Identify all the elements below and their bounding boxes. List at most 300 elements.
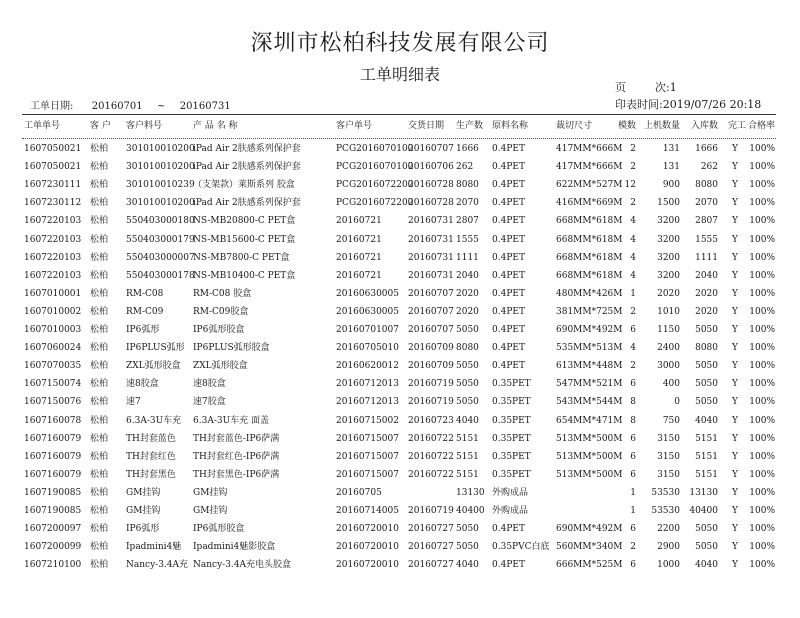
- cell-customer-part-no: IP6弧形: [126, 524, 160, 535]
- cell-customer-part-no: TH封套红色: [126, 451, 176, 462]
- cell-mold-count: 1: [630, 506, 636, 516]
- cell-completed: Y: [732, 288, 738, 299]
- header-rule-bottom: [22, 138, 776, 139]
- cell-production-qty: 5050: [456, 524, 479, 535]
- cell-material-name: 0.35PET: [492, 397, 531, 408]
- cell-completed: Y: [732, 361, 738, 372]
- cell-customer: 松柏: [90, 288, 109, 299]
- page-label: 页: [615, 81, 626, 94]
- cell-machine-qty: 1000: [657, 560, 680, 571]
- cell-mold-count: 12: [624, 180, 636, 191]
- cell-order-no: 1607010001: [24, 288, 82, 299]
- table-row: [0, 194, 800, 212]
- cell-customer: 松柏: [90, 180, 109, 191]
- cell-machine-qty: 900: [662, 180, 680, 191]
- cell-customer-order-no: 20160720010: [336, 524, 399, 535]
- cell-production-qty: 13130: [456, 487, 485, 498]
- cell-mold-count: 4: [630, 252, 636, 263]
- column-header-customer-order-no: 客户单号: [336, 121, 373, 131]
- cell-customer: 松柏: [90, 270, 109, 281]
- cell-mold-count: 4: [630, 234, 636, 245]
- cell-product-name: 速8胶盒: [193, 379, 226, 390]
- cell-cut-size: 560MM*340M: [556, 542, 623, 553]
- cell-customer: 松柏: [90, 216, 109, 227]
- cell-order-no: 1607160079: [24, 451, 82, 462]
- cell-pass-rate: 100%: [749, 162, 775, 173]
- cell-customer-part-no: 550403000007: [126, 252, 195, 263]
- cell-mold-count: 6: [630, 469, 636, 480]
- cell-pass-rate: 100%: [749, 252, 775, 263]
- cell-production-qty: 5050: [456, 397, 479, 408]
- cell-customer-part-no: 301010010200: [126, 198, 195, 209]
- cell-mold-count: 4: [630, 343, 636, 354]
- cell-delivery-date: 20160722: [408, 451, 454, 462]
- column-header-mold-count: 模数: [618, 121, 637, 131]
- cell-delivery-date: 20160731: [408, 234, 454, 245]
- cell-customer-order-no: 20160630005: [336, 288, 399, 299]
- cell-cut-size: 513MM*500M: [556, 451, 623, 462]
- cell-completed: Y: [732, 144, 738, 154]
- cell-customer: 松柏: [90, 162, 109, 173]
- cell-mold-count: 6: [630, 433, 636, 444]
- cell-cut-size: 543MM*544M: [556, 397, 623, 408]
- cell-stock-in-qty: 8080: [695, 343, 718, 354]
- cell-stock-in-qty: 2070: [695, 198, 718, 209]
- cell-production-qty: 8080: [456, 343, 479, 354]
- cell-machine-qty: 3200: [657, 270, 680, 281]
- cell-production-qty: 5050: [456, 379, 479, 390]
- cell-customer-part-no: ZXL弧形胶盒: [126, 361, 181, 372]
- cell-material-name: 0.35PET: [492, 433, 531, 444]
- cell-cut-size: 666MM*525M: [556, 560, 623, 571]
- cell-mold-count: 6: [630, 451, 636, 462]
- cell-customer-order-no: PCG2016072200: [336, 180, 414, 191]
- cell-order-no: 1607060024: [24, 343, 82, 354]
- cell-order-no: 1607050021: [24, 144, 82, 154]
- cell-pass-rate: 100%: [749, 487, 775, 498]
- cell-mold-count: 2: [630, 162, 636, 173]
- cell-material-name: 0.4PET: [492, 306, 525, 317]
- cell-order-no: 1607210100: [24, 560, 82, 571]
- cell-product-name: IP6弧形胶盒: [193, 325, 245, 335]
- cell-completed: Y: [732, 506, 738, 516]
- cell-stock-in-qty: 5050: [695, 361, 718, 372]
- cell-customer: 松柏: [90, 144, 109, 154]
- cell-machine-qty: 1150: [657, 325, 680, 335]
- cell-product-name: iPad Air 2肤感系列保护套: [193, 198, 301, 209]
- cell-cut-size: 381MM*725M: [556, 306, 623, 317]
- cell-material-name: 0.4PET: [492, 361, 525, 372]
- table-row: [0, 375, 800, 393]
- cell-stock-in-qty: 5151: [695, 433, 718, 444]
- cell-production-qty: 2020: [456, 306, 479, 317]
- cell-stock-in-qty: 2020: [695, 306, 718, 317]
- cell-pass-rate: 100%: [749, 415, 775, 426]
- cell-production-qty: 5151: [456, 451, 479, 462]
- cell-production-qty: 40400: [456, 506, 485, 516]
- cell-machine-qty: 53530: [651, 487, 680, 498]
- cell-customer: 松柏: [90, 524, 109, 535]
- cell-production-qty: 1555: [456, 234, 479, 245]
- cell-cut-size: 690MM*492M: [556, 524, 623, 535]
- cell-customer: 松柏: [90, 397, 109, 408]
- cell-production-qty: 2807: [456, 216, 479, 227]
- cell-delivery-date: 20160709: [408, 361, 454, 372]
- column-header-product-name: 产 品 名 称: [193, 121, 238, 131]
- cell-material-name: 0.35PET: [492, 451, 531, 462]
- table-row: [0, 556, 800, 574]
- table-row: [0, 303, 800, 321]
- cell-customer-part-no: TH封套黑色: [126, 469, 176, 480]
- cell-completed: Y: [732, 469, 738, 480]
- cell-stock-in-qty: 4040: [695, 560, 718, 571]
- cell-cut-size: 668MM*618M: [556, 234, 623, 245]
- cell-product-name: RM-C09胶盒: [193, 306, 249, 317]
- cell-stock-in-qty: 1555: [695, 234, 718, 245]
- cell-product-name: GM挂钩: [193, 487, 228, 498]
- cell-stock-in-qty: 5151: [695, 469, 718, 480]
- cell-customer-order-no: 20160712013: [336, 379, 399, 390]
- cell-customer: 松柏: [90, 542, 109, 553]
- cell-product-name: RM-C08 胶盒: [193, 288, 252, 299]
- cell-customer-part-no: RM-C09: [126, 306, 164, 317]
- cell-customer-part-no: RM-C08: [126, 288, 164, 299]
- cell-pass-rate: 100%: [749, 144, 775, 154]
- column-header-delivery-date: 交货日期: [408, 121, 445, 131]
- cell-customer-order-no: 20160620012: [336, 361, 399, 372]
- cell-order-no: 1607160079: [24, 469, 82, 480]
- table-row: [0, 267, 800, 285]
- cell-machine-qty: 3000: [657, 361, 680, 372]
- cell-pass-rate: 100%: [749, 542, 775, 553]
- cell-customer: 松柏: [90, 433, 109, 444]
- cell-machine-qty: 1010: [657, 306, 680, 317]
- table-row: [0, 249, 800, 267]
- cell-completed: Y: [732, 325, 738, 335]
- cell-completed: Y: [732, 524, 738, 535]
- cell-customer-part-no: 550403000178: [126, 270, 195, 281]
- cell-order-no: 1607200099: [24, 542, 82, 553]
- cell-customer: 松柏: [90, 451, 109, 462]
- cell-material-name: 0.4PET: [492, 325, 525, 335]
- cell-pass-rate: 100%: [749, 325, 775, 335]
- table-row: [0, 484, 800, 502]
- cell-machine-qty: 2900: [657, 542, 680, 553]
- cell-machine-qty: 53530: [651, 506, 680, 516]
- print-time: 印表时间:2019/07/26 20:18: [615, 98, 762, 111]
- cell-material-name: 0.35PVC白底: [492, 542, 550, 553]
- cell-cut-size: 654MM*471M: [556, 415, 623, 426]
- cell-production-qty: 5050: [456, 325, 479, 335]
- column-header-machine-qty: 上机数量: [643, 121, 680, 131]
- cell-customer-part-no: IP6PLUS弧形: [126, 343, 185, 354]
- date-separator: ~: [157, 101, 166, 112]
- cell-customer-part-no: GM挂钩: [126, 487, 161, 498]
- cell-mold-count: 4: [630, 270, 636, 281]
- table-row: [0, 412, 800, 430]
- cell-production-qty: 2040: [456, 270, 479, 281]
- cell-product-name: TH封套黑色-IP6萨满: [193, 469, 280, 480]
- table-row: [0, 520, 800, 538]
- cell-pass-rate: 100%: [749, 524, 775, 535]
- cell-completed: Y: [732, 542, 738, 553]
- cell-customer: 松柏: [90, 198, 109, 209]
- cell-machine-qty: 3200: [657, 252, 680, 263]
- cell-customer: 松柏: [90, 325, 109, 335]
- cell-material-name: 0.4PET: [492, 162, 525, 173]
- cell-delivery-date: 20160719: [408, 397, 454, 408]
- cell-product-name: 6.3A-3U车充 面盖: [193, 415, 270, 426]
- cell-product-name: IP6PLUS弧形胶盒: [193, 343, 270, 354]
- date-range: [30, 97, 231, 112]
- cell-machine-qty: 131: [662, 144, 680, 154]
- column-header-customer-part-no: 客户料号: [126, 121, 163, 131]
- cell-customer-order-no: 20160701007: [336, 325, 399, 335]
- cell-order-no: 1607050021: [24, 162, 82, 173]
- cell-cut-size: 622MM*527M: [556, 180, 623, 191]
- cell-material-name: 0.4PET: [492, 288, 525, 299]
- cell-order-no: 1607070035: [24, 361, 82, 372]
- cell-order-no: 1607160078: [24, 415, 82, 426]
- cell-delivery-date: 20160728: [408, 180, 454, 191]
- cell-production-qty: 4040: [456, 415, 479, 426]
- cell-order-no: 1607220103: [24, 234, 82, 245]
- cell-customer-order-no: 20160720010: [336, 560, 399, 571]
- cell-pass-rate: 100%: [749, 306, 775, 317]
- column-header-completed: 完工: [728, 121, 747, 131]
- column-header-cut-size: 裁切尺寸: [556, 121, 593, 131]
- cell-machine-qty: 2020: [657, 288, 680, 299]
- table-row: [0, 339, 800, 357]
- cell-customer-part-no: TH封套蓝色: [126, 433, 176, 444]
- table-row: [0, 140, 800, 158]
- cell-stock-in-qty: 5050: [695, 542, 718, 553]
- cell-order-no: 1607220103: [24, 252, 82, 263]
- cell-machine-qty: 1500: [657, 198, 680, 209]
- table-row: [0, 176, 800, 194]
- cell-production-qty: 2070: [456, 198, 479, 209]
- company-name: 深圳市松柏科技发展有限公司: [250, 31, 550, 56]
- cell-stock-in-qty: 5050: [695, 379, 718, 390]
- cell-completed: Y: [732, 216, 738, 227]
- cell-stock-in-qty: 13130: [689, 487, 718, 498]
- cell-completed: Y: [732, 487, 738, 498]
- cell-machine-qty: 3150: [657, 469, 680, 480]
- cell-customer-order-no: 20160721: [336, 234, 382, 245]
- cell-customer-order-no: 20160630005: [336, 306, 399, 317]
- cell-cut-size: 416MM*669M: [556, 198, 623, 209]
- date-label: 工单日期:: [30, 101, 74, 112]
- cell-order-no: 1607010002: [24, 306, 82, 317]
- cell-material-name: 0.4PET: [492, 180, 525, 191]
- cell-mold-count: 1: [630, 288, 636, 299]
- cell-delivery-date: 20160727: [408, 560, 454, 571]
- cell-customer-order-no: 20160715007: [336, 433, 399, 444]
- cell-material-name: 0.4PET: [492, 234, 525, 245]
- cell-product-name: Nancy-3.4A充电头胶盒: [193, 560, 292, 571]
- cell-machine-qty: 3150: [657, 451, 680, 462]
- cell-customer-part-no: 301010010200: [126, 162, 195, 173]
- cell-order-no: 1607190085: [24, 487, 82, 498]
- cell-customer-order-no: 20160715007: [336, 469, 399, 480]
- cell-customer-part-no: 301010010239: [126, 180, 195, 191]
- column-header-pass-rate: 合格率: [747, 121, 775, 131]
- cell-stock-in-qty: 2020: [695, 288, 718, 299]
- cell-customer-part-no: 速7: [126, 397, 141, 408]
- cell-stock-in-qty: 5151: [695, 451, 718, 462]
- cell-delivery-date: 20160709: [408, 343, 454, 354]
- cell-cut-size: 690MM*492M: [556, 325, 623, 335]
- cell-product-name: NS-MB15600-C PET盒: [193, 234, 296, 245]
- cell-cut-size: 513MM*500M: [556, 469, 623, 480]
- cell-mold-count: 1: [630, 487, 636, 498]
- cell-customer-order-no: PCG2016070100: [336, 162, 414, 173]
- cell-completed: Y: [732, 252, 738, 263]
- cell-customer-part-no: 550403000179: [126, 234, 195, 245]
- cell-customer-order-no: 20160720010: [336, 542, 399, 553]
- cell-material-name: 外购成品: [492, 487, 529, 498]
- cell-delivery-date: 20160723: [408, 415, 454, 426]
- cell-completed: Y: [732, 560, 738, 571]
- cell-customer-part-no: Ipadmini4魅: [126, 542, 182, 553]
- cell-machine-qty: 3150: [657, 433, 680, 444]
- table-header-row: [0, 117, 800, 135]
- cell-order-no: 1607200097: [24, 524, 82, 535]
- cell-product-name: ZXL弧形胶盒: [193, 361, 248, 372]
- cell-product-name: iPad Air 2肤感系列保护套: [193, 162, 301, 173]
- cell-pass-rate: 100%: [749, 469, 775, 480]
- cell-cut-size: 513MM*500M: [556, 433, 623, 444]
- cell-order-no: 1607190085: [24, 506, 82, 516]
- cell-product-name: iPad Air 2肤感系列保护套: [193, 144, 301, 154]
- cell-completed: Y: [732, 433, 738, 444]
- cell-customer: 松柏: [90, 560, 109, 571]
- table-row: [0, 321, 800, 339]
- cell-customer-order-no: 20160715002: [336, 415, 399, 426]
- cell-customer-part-no: IP6弧形: [126, 325, 160, 335]
- cell-customer: 松柏: [90, 506, 109, 516]
- page-number: [615, 79, 677, 95]
- column-header-customer: 客 户: [90, 121, 111, 131]
- cell-order-no: 1607230111: [24, 180, 82, 191]
- cell-cut-size: 417MM*666M: [556, 162, 623, 173]
- column-header-order-no: 工单单号: [24, 121, 61, 131]
- table-row: [0, 231, 800, 249]
- cell-material-name: 0.4PET: [492, 524, 525, 535]
- cell-order-no: 1607160079: [24, 433, 82, 444]
- table-row: [0, 212, 800, 230]
- cell-stock-in-qty: 1111: [695, 252, 718, 263]
- table-row: [0, 393, 800, 411]
- cell-pass-rate: 100%: [749, 433, 775, 444]
- cell-product-name: NS-MB10400-C PET盒: [193, 270, 296, 281]
- cell-customer: 松柏: [90, 306, 109, 317]
- cell-production-qty: 2020: [456, 288, 479, 299]
- cell-delivery-date: 20160719: [408, 506, 454, 516]
- cell-machine-qty: 3200: [657, 216, 680, 227]
- cell-machine-qty: 400: [662, 379, 680, 390]
- cell-machine-qty: 131: [662, 162, 680, 173]
- cell-production-qty: 1666: [456, 144, 479, 154]
- cell-production-qty: 5050: [456, 542, 479, 553]
- cell-product-name: TH封套红色-IP6萨满: [193, 451, 280, 462]
- cell-product-name: NS-MB20800-C PET盒: [193, 216, 296, 227]
- header-rule-top: [22, 114, 776, 115]
- cell-stock-in-qty: 5050: [695, 524, 718, 535]
- cell-customer-order-no: PCG2016072200: [336, 198, 414, 209]
- cell-completed: Y: [732, 234, 738, 245]
- cell-stock-in-qty: 2807: [695, 216, 718, 227]
- cell-stock-in-qty: 5050: [695, 325, 718, 335]
- table-row: [0, 430, 800, 448]
- cell-material-name: 0.4PET: [492, 252, 525, 263]
- date-to: 20160731: [179, 101, 231, 112]
- cell-mold-count: 8: [630, 415, 636, 426]
- cell-cut-size: 535MM*513M: [556, 343, 623, 354]
- cell-customer: 松柏: [90, 487, 109, 498]
- cell-customer-order-no: 20160721: [336, 270, 382, 281]
- table-row: [0, 158, 800, 176]
- cell-mold-count: 2: [630, 306, 636, 317]
- cell-stock-in-qty: 8080: [695, 180, 718, 191]
- column-header-material-name: 原料名称: [492, 121, 529, 131]
- cell-mold-count: 2: [630, 144, 636, 154]
- cell-pass-rate: 100%: [749, 379, 775, 390]
- cell-completed: Y: [732, 379, 738, 390]
- cell-pass-rate: 100%: [749, 288, 775, 299]
- cell-pass-rate: 100%: [749, 343, 775, 354]
- cell-customer-part-no: 6.3A-3U车充: [126, 415, 182, 426]
- cell-production-qty: 5151: [456, 433, 479, 444]
- cell-cut-size: 668MM*618M: [556, 252, 623, 263]
- cell-order-no: 1607220103: [24, 216, 82, 227]
- cell-pass-rate: 100%: [749, 270, 775, 281]
- cell-order-no: 1607010003: [24, 325, 82, 335]
- cell-customer-part-no: GM挂钩: [126, 506, 161, 516]
- cell-delivery-date: 20160731: [408, 252, 454, 263]
- cell-order-no: 1607220103: [24, 270, 82, 281]
- report-title: 工单明细表: [359, 65, 440, 84]
- cell-delivery-date: 20160727: [408, 542, 454, 553]
- cell-completed: Y: [732, 397, 738, 408]
- cell-production-qty: 5050: [456, 361, 479, 372]
- cell-customer-part-no: 550403000180: [126, 216, 195, 227]
- cell-customer-part-no: 301010010200: [126, 144, 195, 154]
- cell-pass-rate: 100%: [749, 234, 775, 245]
- cell-customer: 松柏: [90, 379, 109, 390]
- cell-completed: Y: [732, 180, 738, 191]
- cell-delivery-date: 20160722: [408, 433, 454, 444]
- cell-delivery-date: 20160727: [408, 524, 454, 535]
- cell-production-qty: 8080: [456, 180, 479, 191]
- cell-pass-rate: 100%: [749, 361, 775, 372]
- cell-customer-order-no: 20160705010: [336, 343, 399, 354]
- cell-delivery-date: 20160731: [408, 216, 454, 227]
- table-row: [0, 538, 800, 556]
- cell-machine-qty: 2200: [657, 524, 680, 535]
- cell-delivery-date: 20160706: [408, 162, 454, 173]
- cell-material-name: 0.4PET: [492, 144, 525, 154]
- cell-mold-count: 2: [630, 542, 636, 553]
- cell-customer-order-no: 20160714005: [336, 506, 399, 516]
- cell-mold-count: 2: [630, 198, 636, 209]
- cell-customer-order-no: 20160715007: [336, 451, 399, 462]
- cell-completed: Y: [732, 270, 738, 281]
- cell-production-qty: 5151: [456, 469, 479, 480]
- cell-completed: Y: [732, 415, 738, 426]
- cell-stock-in-qty: 5050: [695, 397, 718, 408]
- page-value: 次:1: [655, 81, 677, 94]
